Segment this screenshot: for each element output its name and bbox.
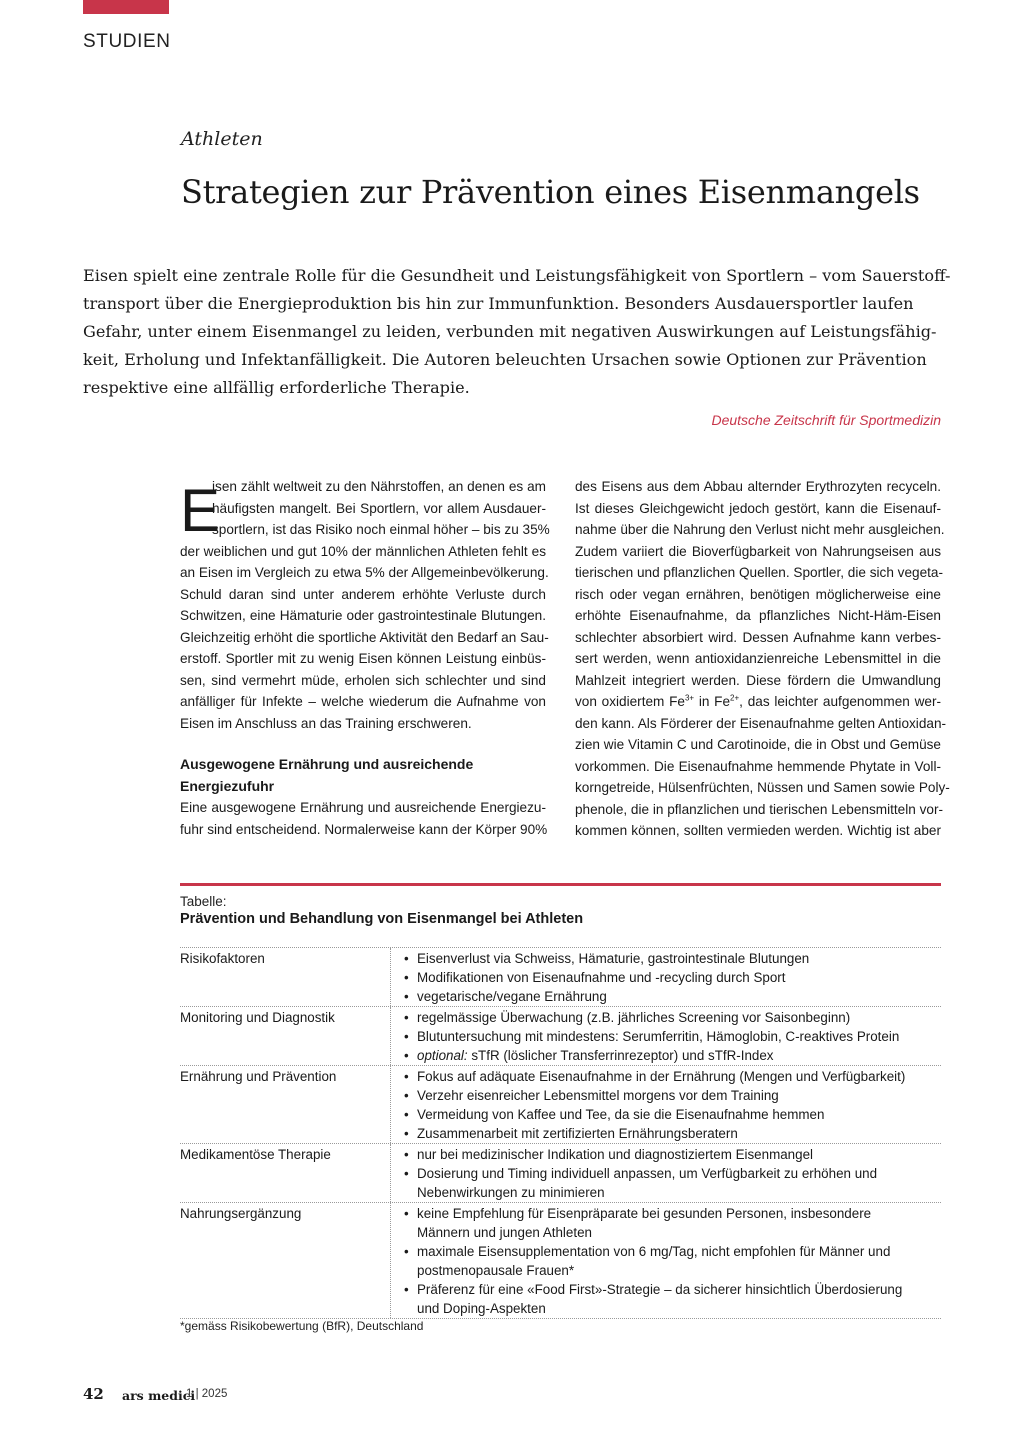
item-text: vegetarische/vegane Ernährung xyxy=(417,989,607,1004)
table-bullet-item xyxy=(404,949,941,968)
bullet-icon: • xyxy=(404,1048,409,1063)
item-text: Zusammenarbeit mit zertifizierten Ernährungsberatern xyxy=(417,1126,738,1141)
lead-line: Gefahr, unter einem Eisenmangel zu leiden, verbunden mit negativen Auswirkungen auf Leistungsfähig- xyxy=(83,322,937,341)
bullet-icon: • xyxy=(404,1166,409,1181)
body-line-iron-formula: von oxidiertem $Fe^{3+}$ in $Fe^{2+}$, das leichter aufgenommen wer- xyxy=(575,693,941,709)
lead-line: keit, Erholung und Infektanfälligkeit. Die Autoren beleuchten Ursachen sowie Optionen zur Prävention xyxy=(83,350,927,369)
table-items xyxy=(391,948,941,1006)
body-line: risch oder vegan ernähren, benötigen möglicherweise eine xyxy=(575,586,941,602)
source-citation: Deutsche Zeitschrift für Sportmedizin xyxy=(711,412,941,428)
table-category: Monitoring und Diagnostik xyxy=(180,1007,391,1065)
body-line: der weiblichen und gut 10% der männlichen Athleten fehlt es xyxy=(180,543,546,559)
body-line: Mahlzeit integriert werden. Diese fördern die Umwandlung xyxy=(575,672,941,688)
table-category: Risikofaktoren xyxy=(180,948,391,1006)
body-paragraph xyxy=(575,713,950,842)
body-line: sen, sind vermehrt müde, erholen sich schlechter und sind xyxy=(180,672,546,688)
table-bullet-item xyxy=(404,1086,941,1105)
body-line: Schwitzen, eine Hämaturie oder gastrointestinale Blutungen. xyxy=(180,608,546,623)
item-text: Dosierung und Timing individuell anpassen, um Verfügbarkeit zu erhöhen und xyxy=(417,1166,878,1181)
body-line: sert werden, wenn antioxidanzienreiche Lebensmittel in die xyxy=(575,651,941,666)
article-title: Strategien zur Prävention eines Eisenmangels xyxy=(181,173,920,211)
table-bullet-item xyxy=(404,1105,941,1124)
body-line: Ist dieses Gleichgewicht jedoch gestört, kann die Eisenauf- xyxy=(575,500,941,516)
table-bullet-item xyxy=(404,1027,941,1046)
body-line: nahme über die Nahrung den Verlust nicht mehr ausgleichen. xyxy=(575,522,945,537)
table-row xyxy=(180,1143,941,1202)
body-line: Eine ausgewogene Ernährung und ausreichende Energiezu- xyxy=(180,800,546,815)
subheading-line: Ausgewogene Ernährung und ausreichende xyxy=(180,756,474,772)
body-column-left xyxy=(180,476,550,840)
table-row xyxy=(180,947,941,1006)
body-line: schlechter absorbiert wird. Dessen Aufnahme kann verbes- xyxy=(575,629,941,645)
bullet-icon: • xyxy=(404,1244,409,1259)
body-line: an Eisen im Vergleich zu etwa 5% der Allgemeinbevölkerung. xyxy=(180,565,549,580)
table-bullet-item xyxy=(404,987,941,1006)
body-line: Zudem variiert die Bioverfügbarkeit von Nahrungseisen aus xyxy=(575,543,941,559)
item-text: Modifikationen von Eisenaufnahme und -recycling durch Sport xyxy=(417,970,786,985)
issue-number: 1 | 2025 xyxy=(186,1388,228,1400)
body-line: Schuld daran sind unter anderem erhöhte Verluste durch xyxy=(180,586,546,602)
table-items xyxy=(391,1007,941,1065)
item-text: regelmässige Überwachung (z.B. jährliches Screening vor Saisonbeginn) xyxy=(417,1010,851,1025)
item-text: Nebenwirkungen zu minimieren xyxy=(417,1185,605,1200)
bullet-icon: • xyxy=(404,970,409,985)
body-line: sportlern, ist das Risiko noch einmal höher – bis zu 35% xyxy=(212,522,550,537)
body-paragraph xyxy=(575,476,945,691)
body-line: kommen können, sollten vermieden werden. Wichtig ist aber xyxy=(575,823,941,838)
table-items xyxy=(391,1066,941,1143)
table-top-rule xyxy=(180,883,941,886)
table-category: Nahrungsergänzung xyxy=(180,1203,391,1318)
body-line: erstoff. Sportler mit zu wenig Eisen können Leistung einbüs- xyxy=(180,651,546,666)
item-text: und Doping-Aspekten xyxy=(417,1301,546,1316)
table-row xyxy=(180,1006,941,1065)
data-table xyxy=(180,947,941,1319)
section-color-bar xyxy=(83,0,169,14)
item-text: nur bei medizinischer Indikation und diagnostiziertem Eisenmangel xyxy=(417,1147,813,1162)
table-footnote: *gemäss Risikobewertung (BfR), Deutschland xyxy=(180,1319,424,1333)
item-text: keine Empfehlung für Eisenpräparate bei gesunden Personen, insbesondere xyxy=(417,1206,872,1221)
bullet-icon: • xyxy=(404,1107,409,1122)
table-bullet-item xyxy=(404,1067,941,1086)
bullet-icon: • xyxy=(404,1088,409,1103)
table-bullet-item xyxy=(404,1164,941,1183)
table-bullet-continuation xyxy=(404,1299,941,1318)
body-line: den kann. Als Förderer der Eisenaufnahme gelten Antioxidan- xyxy=(575,715,947,731)
table-bullet-item xyxy=(404,1242,941,1261)
bullet-icon: • xyxy=(404,1206,409,1221)
item-emphasis: optional: xyxy=(417,1048,468,1063)
section-subheading xyxy=(180,754,546,797)
item-text: Vermeidung von Kaffee und Tee, da sie die Eisenaufnahme hemmen xyxy=(417,1107,825,1122)
article-lead xyxy=(83,262,951,402)
table-title: Prävention und Behandlung von Eisenmangel bei Athleten xyxy=(180,911,584,927)
article-kicker: Athleten xyxy=(181,128,263,150)
item-text: sTfR (löslicher Transferrinrezeptor) und sTfR-Index xyxy=(467,1048,774,1063)
item-text: Eisenverlust via Schweiss, Hämaturie, gastrointestinale Blutungen xyxy=(417,951,810,966)
bullet-icon: • xyxy=(404,1147,409,1162)
journal-name: ars medici xyxy=(122,1388,196,1403)
bullet-icon: • xyxy=(404,1029,409,1044)
bullet-icon: • xyxy=(404,1126,409,1141)
table-category: Ernährung und Prävention xyxy=(180,1066,391,1143)
bullet-icon: • xyxy=(404,1010,409,1025)
body-line: isen zählt weltweit zu den Nährstoffen, an denen es am xyxy=(212,479,546,494)
body-line: phenole, die in pflanzlichen und tierischen Lebensmitteln vor- xyxy=(575,801,944,817)
body-line: häufigsten mangelt. Bei Sportlern, vor allem Ausdauer- xyxy=(212,500,546,516)
intro-paragraph xyxy=(180,476,550,734)
table-bullet-item xyxy=(404,1204,941,1223)
item-text: Männern und jungen Athleten xyxy=(417,1225,592,1240)
subheading-line: Energiezufuhr xyxy=(180,777,275,794)
bullet-icon: • xyxy=(404,1282,409,1297)
body-line: korngetreide, Hülsenfrüchten, Nüssen und Samen sowie Poly- xyxy=(575,780,950,795)
lead-line: Eisen spielt eine zentrale Rolle für die Gesundheit und Leistungsfähigkeit von Sportlern – vom Sauerstoff- xyxy=(83,266,951,285)
table-bullet-item xyxy=(404,1280,941,1299)
body-line: erhöhte Eisenaufnahme, da pflanzliches Nicht-Häm-Eisen xyxy=(575,608,941,623)
body-line: zien wie Vitamin C und Carotinoide, die in Obst und Gemüse xyxy=(575,737,941,752)
body-line: fuhr sind entscheidend. Normalerweise kann der Körper 90% xyxy=(180,821,548,837)
table-bullet-item xyxy=(404,1046,941,1065)
body-line: Gleichzeitig erhöht die sportliche Aktivität den Bedarf an Sau- xyxy=(180,629,549,645)
lead-line: respektive eine allfällig erforderliche Therapie. xyxy=(83,378,470,397)
table-row xyxy=(180,1065,941,1143)
body-line: Eisen im Anschluss an das Training erschweren. xyxy=(180,715,472,731)
body-line: des Eisens aus dem Abbau alternder Erythrozyten recyceln. xyxy=(575,479,941,494)
bullet-icon: • xyxy=(404,951,409,966)
drop-cap: E xyxy=(180,477,221,544)
table-bullet-continuation xyxy=(404,1183,941,1202)
lead-line: transport über die Energieproduktion bis hin zur Immunfunktion. Besonders Ausdauersportler laufen xyxy=(83,294,914,313)
table-bullet-continuation xyxy=(404,1223,941,1242)
table-items xyxy=(391,1144,941,1202)
table-items xyxy=(391,1203,941,1318)
table-category: Medikamentöse Therapie xyxy=(180,1144,391,1202)
table-bullet-item xyxy=(404,1124,941,1143)
item-text: Fokus auf adäquate Eisenaufnahme in der Ernährung (Mengen und Verfügbarkeit) xyxy=(417,1069,906,1084)
item-text: maximale Eisensupplementation von 6 mg/Tag, nicht empfohlen für Männer und xyxy=(417,1244,891,1259)
bullet-icon: • xyxy=(404,1069,409,1084)
body-column-right xyxy=(575,476,950,842)
item-text: Präferenz für eine «Food First»-Strategie – da sicherer hinsichtlich Überdosierung xyxy=(417,1282,903,1297)
body-paragraph xyxy=(180,797,546,840)
table-bullet-item xyxy=(404,1008,941,1027)
item-text: postmenopausale Frauen* xyxy=(417,1263,575,1278)
section-label: STUDIEN xyxy=(83,31,171,52)
table-bullet-item xyxy=(404,968,941,987)
body-line: vorkommen. Die Eisenaufnahme hemmende Phytate in Voll- xyxy=(575,758,941,774)
item-text: Blutuntersuchung mit mindestens: Serumferritin, Hämoglobin, C-reaktives Protein xyxy=(417,1029,900,1044)
page-number: 42 xyxy=(83,1385,104,1403)
table-label: Tabelle: xyxy=(180,894,227,909)
body-line: anfälliger für Infekte – welche wiederum die Aufnahme von xyxy=(180,694,546,709)
bullet-icon: • xyxy=(404,989,409,1004)
table-row xyxy=(180,1202,941,1319)
item-text: Verzehr eisenreicher Lebensmittel morgens vor dem Training xyxy=(417,1088,779,1103)
body-line: tierischen und pflanzlichen Quellen. Sportler, die sich vegeta- xyxy=(575,565,943,580)
table-bullet-item xyxy=(404,1145,941,1164)
table-bullet-continuation xyxy=(404,1261,941,1280)
